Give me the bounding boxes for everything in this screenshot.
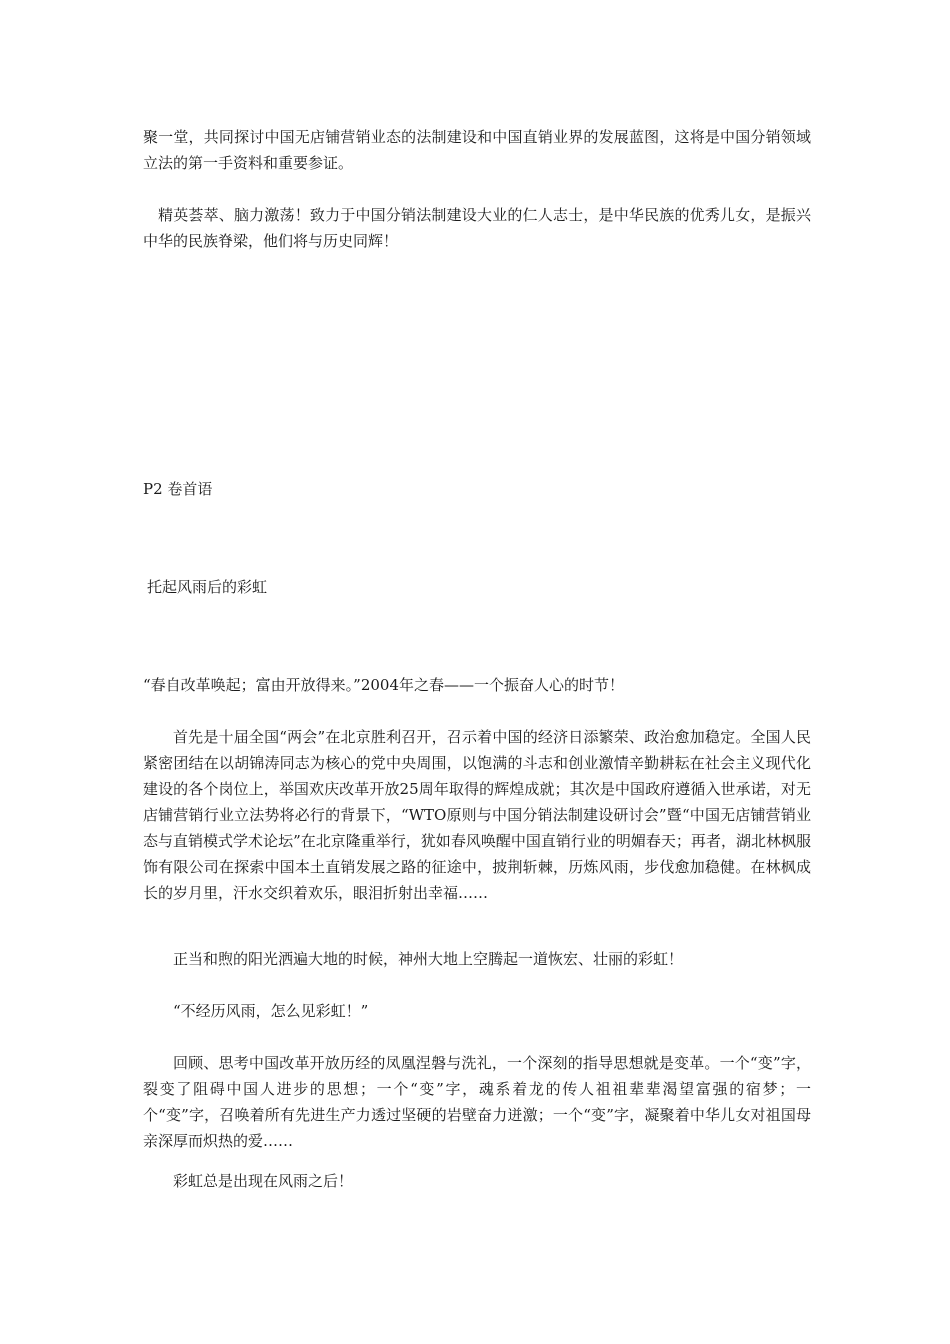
paragraph-reform-reflection: 回顾、思考中国改革开放历经的凤凰涅磐与洗礼，一个深刻的指导思想就是变革。一个“变”字，裂变了阻碍中国人进步的思想；一个“变”字，魂系着龙的传人祖祖辈辈渴望富强的宿梦；一个“变”字，召唤着所有先进生产力透过坚硬的岩壁奋力迸激；一个“变”字，凝聚着中华儿女对祖国母亲深厚而炽热的爱…… [143,1054,811,1150]
article-title: 托起风雨后的彩虹 [147,578,268,596]
paragraph-spring-quote: “春自改革唤起；富由开放得来。”2004年之春——一个振奋人心的时节！ [143,676,625,694]
paragraph-rainbow-after-rain: 彩虹总是出现在风雨之后！ [173,1172,354,1190]
paragraph-sunshine: 正当和煦的阳光洒遍大地的时候，神州大地上空腾起一道恢宏、壮丽的彩虹！ [173,950,684,968]
paragraph-rainbow-quote: “不经历风雨，怎么见彩虹！” [173,1002,369,1020]
paragraph-intro-continuation: 聚一堂，共同探讨中国无店铺营销业态的法制建设和中国直销业界的发展蓝图，这将是中国分销领域立法的第一手资料和重要参证。 [143,128,811,172]
section-label: P2 卷首语 [143,480,213,498]
paragraph-elite-gathering: 精英荟萃、脑力激荡！致力于中国分销法制建设大业的仁人志士，是中华民族的优秀儿女，是振兴中华的民族脊梁，他们将与历史同辉！ [143,206,811,250]
paragraph-main-body: 首先是十届全国“两会”在北京胜利召开，召示着中国的经济日添繁荣、政治愈加稳定。全国人民紧密团结在以胡锦涛同志为核心的党中央周围，以饱满的斗志和创业激情辛勤耕耘在社会主义现代化建设的各个岗位上，举国欢庆改革开放25周年取得的辉煌成就；其次是中国政府遵循入世承诺，对无店铺营销行业立法势将必行的背景下，“WTO原则与中国分销法制建设研讨会”暨“中国无店铺营销业态与直销模式学术论坛”在北京隆重举行，犹如春风唤醒中国直销行业的明媚春天；再者，湖北林枫服饰有限公司在探索中国本土直销发展之路的征途中，披荆斩棘，历炼风雨，步伐愈加稳健。在林枫成长的岁月里，汗水交织着欢乐，眼泪折射出幸福…… [143,728,811,902]
